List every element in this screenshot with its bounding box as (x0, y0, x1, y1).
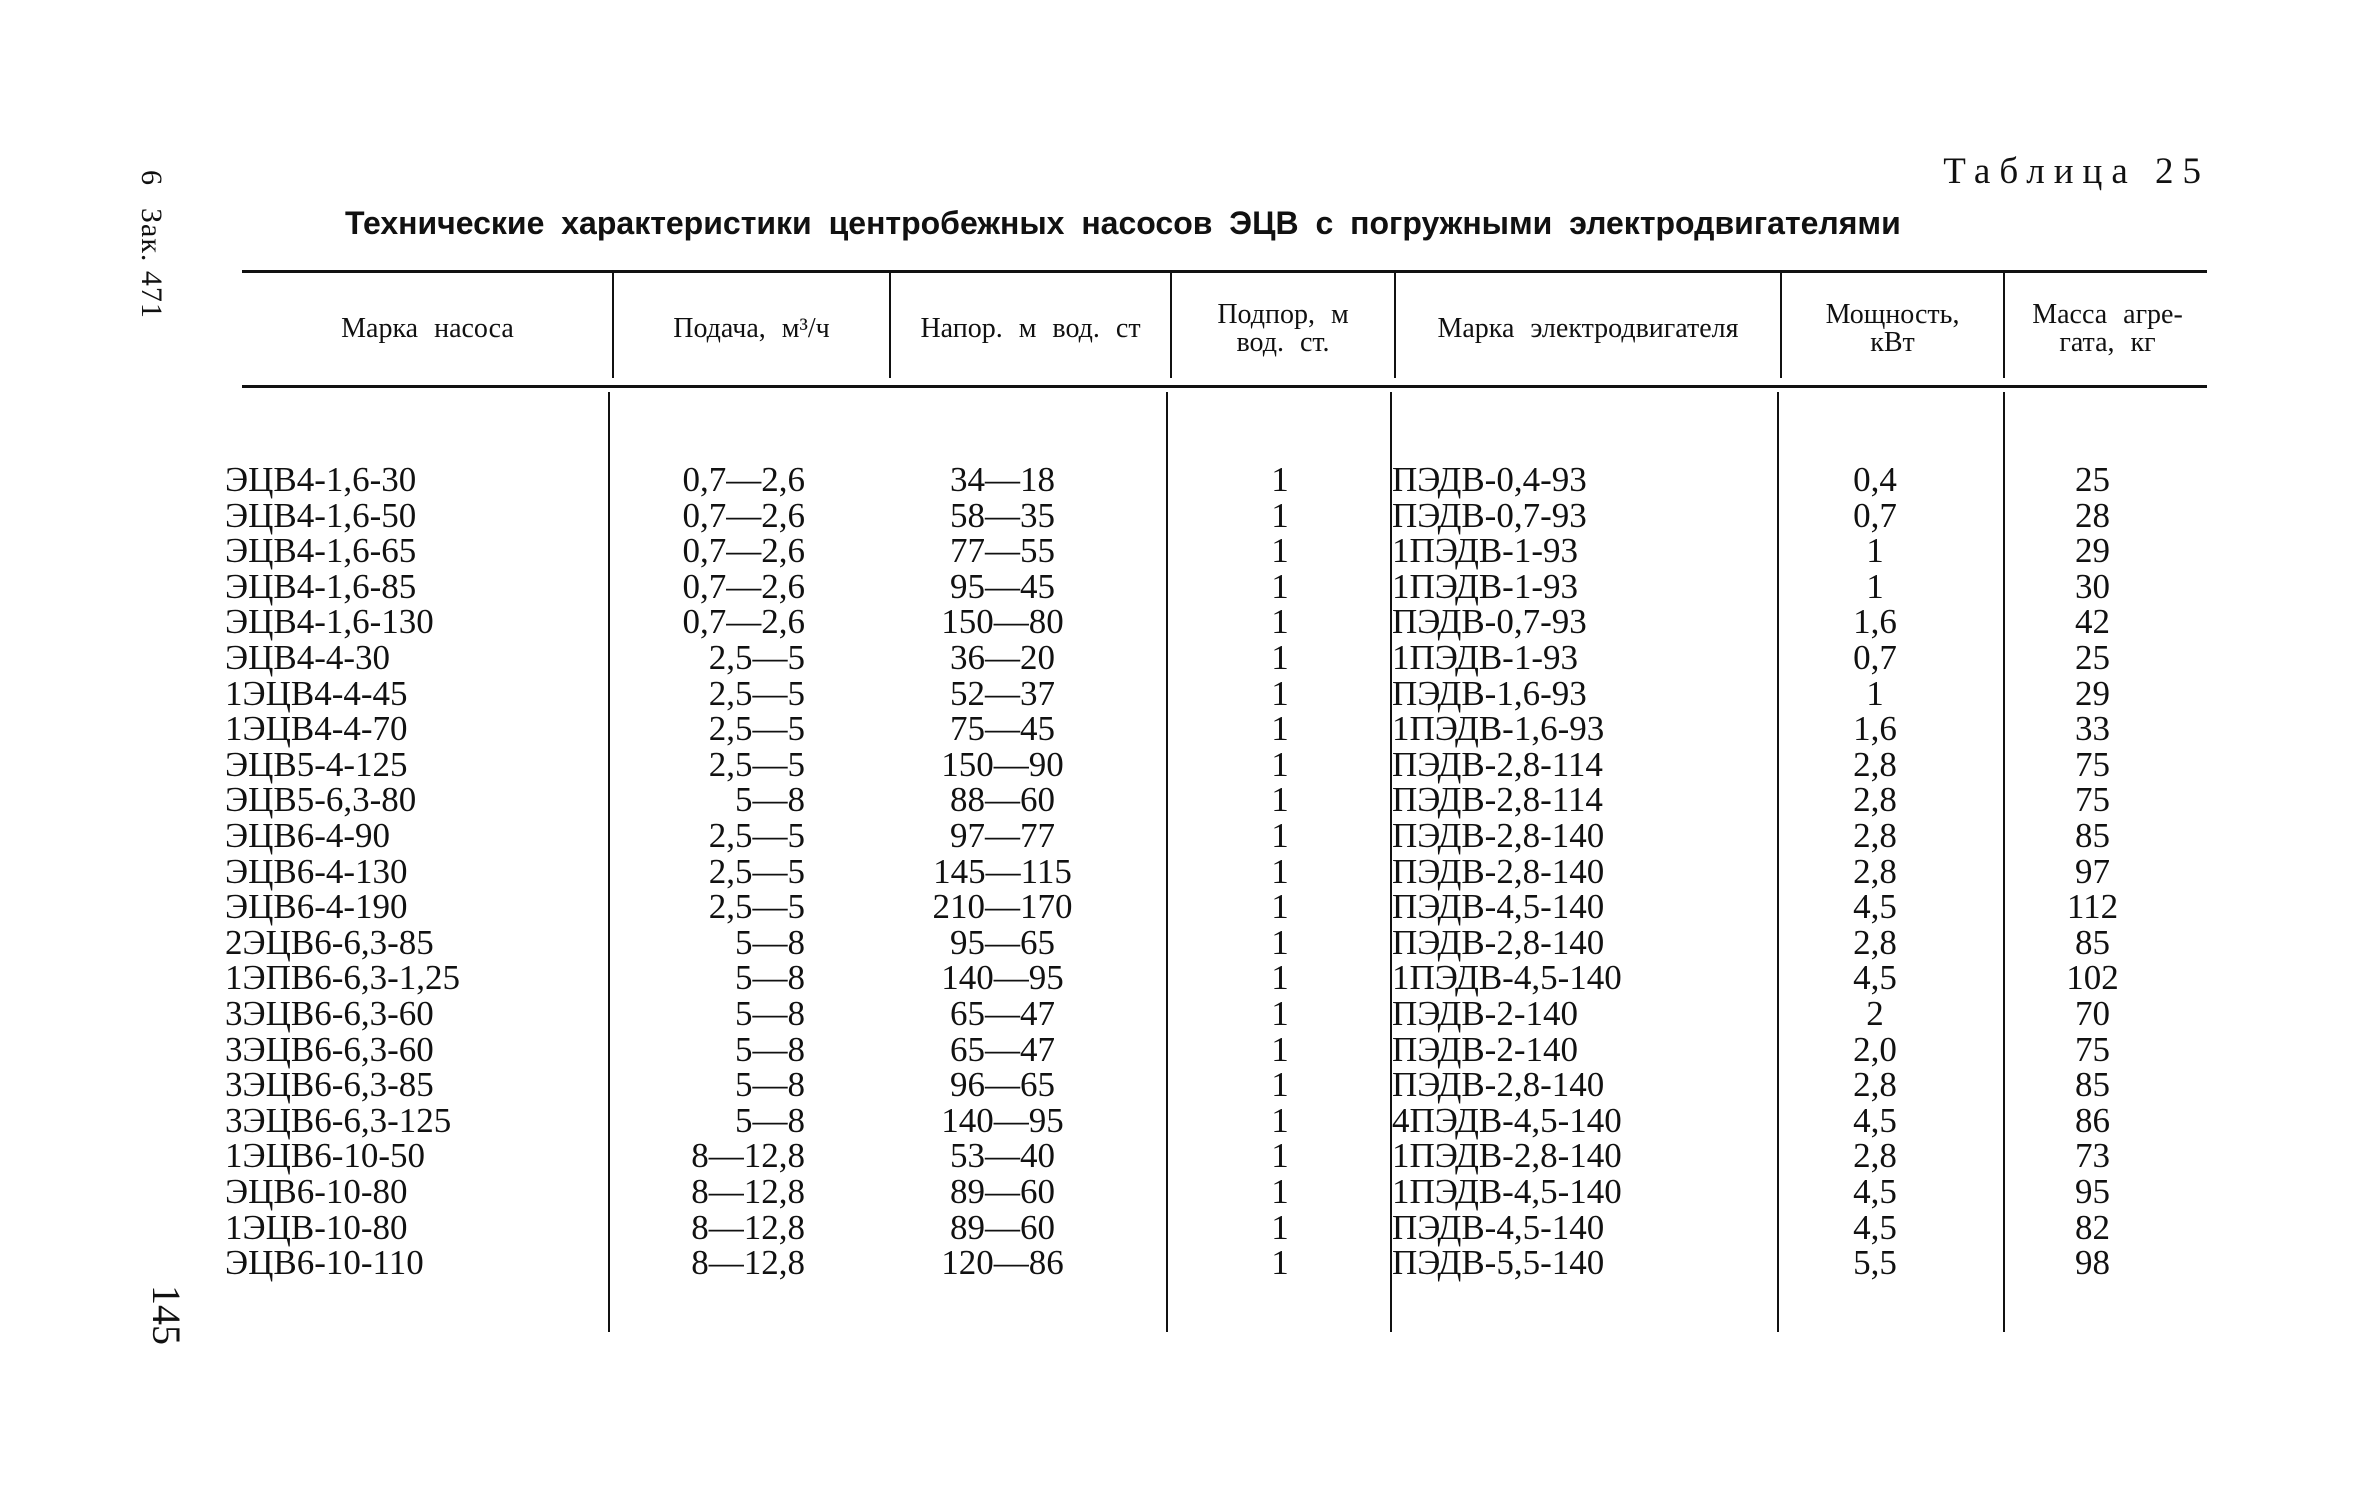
cell-head: 96—65 (950, 1065, 1055, 1105)
cell-pump-model: ЭЦВ4-1,6-50 (225, 495, 417, 535)
cell-motor-model: ПЭДВ-2,8-140 (1392, 922, 1605, 962)
cell-motor-model: ПЭДВ-0,7-93 (1392, 495, 1587, 535)
cell-motor-model: ПЭДВ-2-140 (1392, 994, 1578, 1033)
cell-backpressure: 1 (1271, 994, 1289, 1033)
cell-motor-model: ПЭДВ-4,5-140 (1392, 887, 1605, 927)
cell-mass: 82 (2075, 1207, 2110, 1247)
cell-mass: 85 (2075, 1065, 2110, 1105)
cell-head: 36—20 (950, 638, 1055, 677)
cell-pump-model: 1ЭПВ6-6,3-1,25 (225, 958, 461, 998)
table-row (0, 1207, 2362, 1247)
side-note-text: Зак. 471 (135, 208, 168, 319)
table-row (0, 851, 2362, 891)
cell-flow: 5—8 (735, 780, 805, 820)
cell-flow: 0,7—2,6 (682, 460, 805, 499)
cell-backpressure: 1 (1271, 922, 1289, 962)
cell-mass: 75 (2075, 780, 2110, 820)
cell-mass: 70 (2075, 994, 2110, 1033)
cell-power: 4,5 (1853, 1172, 1897, 1211)
cell-pump-model: ЭЦВ4-1,6-65 (225, 531, 417, 571)
table-row (0, 782, 2362, 818)
table-row (0, 889, 2362, 925)
header-pump-model: Марка насоса (341, 313, 514, 344)
cell-power: 1 (1866, 566, 1884, 606)
cell-pump-model: ЭЦВ4-1,6-30 (225, 460, 417, 499)
cell-head: 145—115 (933, 851, 1072, 891)
cell-backpressure: 1 (1271, 709, 1289, 749)
cell-mass: 25 (2075, 638, 2110, 677)
cell-motor-model: ПЭДВ-2-140 (1392, 1029, 1578, 1069)
cell-backpressure: 1 (1271, 1136, 1289, 1176)
cell-backpressure: 1 (1271, 673, 1289, 713)
cell-motor-model: ПЭДВ-2,8-114 (1392, 780, 1603, 820)
cell-pump-model: 3ЭЦВ6-6,3-60 (225, 1029, 434, 1069)
cell-backpressure: 1 (1271, 1207, 1289, 1247)
cell-pump-model: 1ЭЦВ4-4-70 (225, 709, 408, 749)
cell-mass: 102 (2066, 958, 2119, 998)
cell-pump-model: 3ЭЦВ6-6,3-60 (225, 994, 434, 1033)
cell-mass: 42 (2075, 602, 2110, 642)
cell-backpressure: 1 (1271, 887, 1289, 927)
cell-pump-model: ЭЦВ5-4-125 (225, 744, 408, 784)
cell-power: 1 (1866, 531, 1884, 571)
cell-power: 0,4 (1853, 460, 1897, 499)
cell-motor-model: ПЭДВ-0,4-93 (1392, 460, 1587, 499)
cell-backpressure: 1 (1271, 1100, 1289, 1140)
side-note (134, 170, 168, 341)
cell-power: 2,8 (1853, 744, 1897, 784)
cell-mass: 73 (2075, 1136, 2110, 1176)
cell-motor-model: ПЭДВ-4,5-140 (1392, 1207, 1605, 1247)
table-row (0, 673, 2362, 713)
cell-power: 2,8 (1853, 851, 1897, 891)
cell-power: 2,8 (1853, 780, 1897, 820)
cell-head: 210—170 (932, 887, 1073, 927)
table-row (0, 996, 2362, 1032)
cell-head: 95—45 (950, 566, 1055, 606)
cell-head: 150—90 (941, 744, 1064, 784)
table-row (0, 711, 2362, 747)
cell-head: 150—80 (941, 602, 1064, 642)
cell-head: 97—77 (950, 816, 1055, 855)
cell-backpressure: 1 (1271, 495, 1289, 535)
table-row (0, 462, 2362, 498)
table-row (0, 744, 2362, 784)
cell-flow: 0,7—2,6 (682, 566, 805, 606)
cell-head: 52—37 (950, 673, 1055, 713)
cell-head: 140—95 (941, 958, 1064, 998)
cell-mass: 85 (2075, 922, 2110, 962)
cell-mass: 85 (2075, 816, 2110, 855)
cell-mass: 29 (2075, 673, 2110, 713)
cell-head: 58—35 (950, 495, 1055, 535)
cell-flow: 5—8 (735, 1029, 805, 1069)
cell-flow: 5—8 (735, 922, 805, 962)
cell-backpressure: 1 (1271, 816, 1289, 855)
cell-flow: 2,5—5 (708, 816, 805, 855)
cell-head: 140—95 (941, 1100, 1064, 1140)
cell-flow: 2,5—5 (708, 744, 805, 784)
table-row (0, 1029, 2362, 1069)
table-row (0, 1067, 2362, 1103)
cell-motor-model: ПЭДВ-2,8-140 (1392, 851, 1605, 891)
cell-mass: 112 (2066, 887, 2119, 927)
cell-flow: 0,7—2,6 (682, 531, 805, 571)
cell-mass: 28 (2075, 495, 2110, 535)
header-power: Мощность, кВт (1825, 299, 1960, 358)
header-motor-model: Марка электродвигателя (1437, 313, 1739, 344)
cell-backpressure: 1 (1271, 851, 1289, 891)
cell-backpressure: 1 (1271, 460, 1289, 499)
cell-flow: 8—12,8 (691, 1172, 805, 1211)
table-row (0, 1174, 2362, 1210)
page-number: 145 (144, 1285, 189, 1345)
cell-head: 34—18 (950, 460, 1055, 499)
cell-motor-model: 4ПЭДВ-4,5-140 (1392, 1100, 1622, 1140)
cell-pump-model: ЭЦВ6-4-190 (225, 887, 408, 927)
cell-motor-model: 1ПЭДВ-4,5-140 (1392, 1172, 1622, 1211)
cell-head: 89—60 (950, 1207, 1055, 1247)
cell-pump-model: ЭЦВ4-1,6-85 (225, 566, 417, 606)
cell-power: 2,8 (1853, 1136, 1897, 1176)
cell-flow: 8—12,8 (691, 1136, 805, 1176)
table-row (0, 533, 2362, 569)
cell-motor-model: 1ПЭДВ-1,6-93 (1392, 709, 1605, 749)
cell-backpressure: 1 (1271, 1065, 1289, 1105)
cell-head: 65—47 (950, 1029, 1055, 1069)
side-note-number: 6 (135, 170, 168, 186)
cell-backpressure: 1 (1271, 638, 1289, 677)
cell-flow: 2,5—5 (708, 673, 805, 713)
table-row (0, 604, 2362, 640)
cell-motor-model: ПЭДВ-5,5-140 (1392, 1243, 1605, 1283)
cell-mass: 75 (2075, 744, 2110, 784)
header-head: Напор. м вод. ст (920, 313, 1141, 344)
header-flow: Подача, м³/ч (673, 313, 830, 344)
cell-flow: 0,7—2,6 (682, 495, 805, 535)
cell-motor-model: ПЭДВ-0,7-93 (1392, 602, 1587, 642)
cell-head: 77—55 (950, 531, 1055, 571)
cell-pump-model: ЭЦВ6-10-110 (225, 1243, 424, 1283)
cell-flow: 2,5—5 (708, 638, 805, 677)
cell-power: 2,8 (1853, 1065, 1897, 1105)
cell-flow: 0,7—2,6 (682, 602, 805, 642)
cell-pump-model: 2ЭЦВ6-6,3-85 (225, 922, 434, 962)
cell-mass: 95 (2075, 1172, 2110, 1211)
header-mass: Масса агре- гата, кг (2032, 299, 2183, 358)
table-row (0, 1138, 2362, 1174)
cell-power: 5,5 (1853, 1243, 1897, 1283)
cell-pump-model: ЭЦВ6-4-90 (225, 816, 391, 855)
cell-backpressure: 1 (1271, 602, 1289, 642)
cell-power: 2,0 (1853, 1029, 1897, 1069)
cell-mass: 30 (2075, 566, 2110, 606)
cell-pump-model: ЭЦВ4-1,6-130 (225, 602, 434, 642)
cell-power: 0,7 (1853, 495, 1897, 535)
cell-backpressure: 1 (1271, 958, 1289, 998)
cell-motor-model: ПЭДВ-2,8-140 (1392, 816, 1605, 855)
header-backpressure: Подпор, м вод. ст. (1217, 299, 1349, 358)
cell-power: 4,5 (1853, 958, 1897, 998)
cell-flow: 5—8 (735, 1100, 805, 1140)
cell-head: 65—47 (950, 994, 1055, 1033)
cell-mass: 86 (2075, 1100, 2110, 1140)
cell-power: 4,5 (1853, 1207, 1897, 1247)
cell-backpressure: 1 (1271, 780, 1289, 820)
cell-pump-model: ЭЦВ6-10-80 (225, 1172, 408, 1211)
cell-power: 4,5 (1853, 1100, 1897, 1140)
cell-power: 2,8 (1853, 816, 1897, 855)
table-row (0, 495, 2362, 535)
cell-power: 2 (1866, 994, 1884, 1033)
cell-mass: 75 (2075, 1029, 2110, 1069)
table-row (0, 922, 2362, 962)
cell-head: 88—60 (950, 780, 1055, 820)
cell-head: 120—86 (941, 1243, 1064, 1283)
cell-pump-model: 1ЭЦВ4-4-45 (225, 673, 408, 713)
cell-head: 53—40 (950, 1136, 1055, 1176)
cell-head: 95—65 (950, 922, 1055, 962)
cell-backpressure: 1 (1271, 1029, 1289, 1069)
cell-flow: 8—12,8 (691, 1207, 805, 1247)
cell-pump-model: 3ЭЦВ6-6,3-85 (225, 1065, 434, 1105)
cell-backpressure: 1 (1271, 531, 1289, 571)
cell-flow: 8—12,8 (691, 1243, 805, 1283)
cell-power: 4,5 (1853, 887, 1897, 927)
header-bottom-rule (242, 385, 2207, 388)
table-label: Таблица 25 (1943, 151, 2210, 192)
table-row (0, 566, 2362, 606)
cell-motor-model: 1ПЭДВ-1-93 (1392, 638, 1578, 677)
cell-motor-model: 1ПЭДВ-1-93 (1392, 566, 1578, 606)
cell-motor-model: ПЭДВ-2,8-140 (1392, 1065, 1605, 1105)
cell-pump-model: 3ЭЦВ6-6,3-125 (225, 1100, 452, 1140)
cell-mass: 98 (2075, 1243, 2110, 1283)
cell-power: 1,6 (1853, 709, 1897, 749)
cell-flow: 2,5—5 (708, 887, 805, 927)
cell-head: 89—60 (950, 1172, 1055, 1211)
table-row (0, 960, 2362, 996)
cell-mass: 29 (2075, 531, 2110, 571)
cell-power: 1 (1866, 673, 1884, 713)
cell-mass: 97 (2075, 851, 2110, 891)
cell-motor-model: 1ПЭДВ-1-93 (1392, 531, 1578, 571)
cell-pump-model: ЭЦВ4-4-30 (225, 638, 391, 677)
cell-power: 0,7 (1853, 638, 1897, 677)
cell-motor-model: 1ПЭДВ-2,8-140 (1392, 1136, 1622, 1176)
cell-flow: 5—8 (735, 958, 805, 998)
cell-pump-model: ЭЦВ5-6,3-80 (225, 780, 417, 820)
cell-motor-model: 1ПЭДВ-4,5-140 (1392, 958, 1622, 998)
cell-flow: 5—8 (735, 1065, 805, 1105)
table-title: Технические характеристики центробежных насосов ЭЦВ с погружными электродвигателями (345, 205, 1901, 241)
cell-flow: 5—8 (735, 994, 805, 1033)
cell-pump-model: 1ЭЦВ6-10-50 (225, 1136, 426, 1176)
cell-power: 2,8 (1853, 922, 1897, 962)
cell-pump-model: ЭЦВ6-4-130 (225, 851, 408, 891)
cell-backpressure: 1 (1271, 566, 1289, 606)
cell-power: 1,6 (1853, 602, 1897, 642)
cell-backpressure: 1 (1271, 1172, 1289, 1211)
table-row (0, 640, 2362, 676)
cell-motor-model: ПЭДВ-2,8-114 (1392, 744, 1603, 784)
cell-backpressure: 1 (1271, 744, 1289, 784)
cell-motor-model: ПЭДВ-1,6-93 (1392, 673, 1587, 713)
table-row (0, 1100, 2362, 1140)
table-row (0, 1245, 2362, 1281)
cell-pump-model: 1ЭЦВ-10-80 (225, 1207, 408, 1247)
cell-head: 75—45 (950, 709, 1055, 749)
cell-backpressure: 1 (1271, 1243, 1289, 1283)
cell-mass: 25 (2075, 460, 2110, 499)
table-row (0, 818, 2362, 854)
cell-flow: 2,5—5 (708, 851, 805, 891)
cell-flow: 2,5—5 (708, 709, 805, 749)
cell-mass: 33 (2075, 709, 2110, 749)
